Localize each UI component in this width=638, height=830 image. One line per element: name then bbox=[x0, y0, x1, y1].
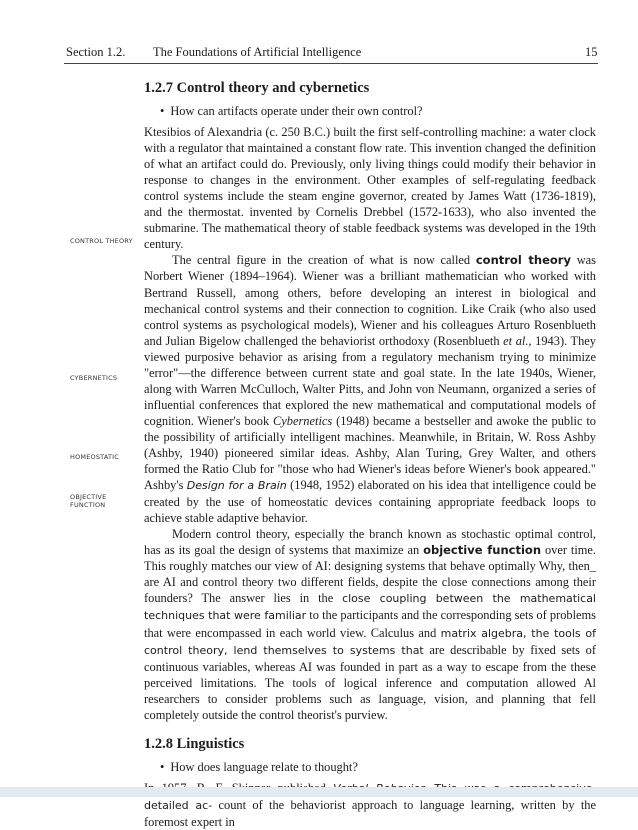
question-bullet bbox=[160, 103, 596, 119]
paragraph-modern-control bbox=[144, 526, 596, 723]
text-span: (1948) became a bestseller and awoke the public to the possibility of artificially intelligent machines. Meanwhile, in Britain, W. Ross Ashby (Ashby, 1940) pioneered similar ideas. Ashby, Alan Turing, Grey Walter, and others formed the Ratio Club for "those who had Wiener's ideas before Wiener's book appeared." Ashby's bbox=[144, 413, 596, 493]
margin-note-homeostatic: HOMEOSTATIC bbox=[70, 453, 119, 461]
text-span: to the participants and the corresponding sets of problems that were encompassed in each world view. Calculus and bbox=[144, 608, 596, 640]
page-bottom-band bbox=[0, 787, 638, 797]
margin-note-function: FUNCTION bbox=[70, 501, 106, 509]
text-span: count of the behaviorist approach to language learning, written by the foremost expert in bbox=[144, 797, 597, 829]
text-span-sans: matrix algebra, the tools of control theory, lend themselves to systems that bbox=[144, 626, 596, 657]
text-span: was Norbert Wiener (1894–1964). Wiener was a brilliant mathematician who worked with Bertrand Russell, among others, before developing an interest in biological and mechanical control systems and their connection to cognition. Like Craik (who also used control systems as psychological models), Wiener and his colleagues Arturo Rosenblueth and Julian Bigelow challenged the behaviorist orthodoxy (Rosenblueth bbox=[144, 253, 596, 348]
text-span: over time. This roughly matches our view of AI: designing systems that behave optimally Why, then_ are AI and control theory two different fields, despite the close connections among their founders? The answer lies in the bbox=[144, 543, 596, 606]
bullet-icon: • bbox=[160, 104, 165, 118]
question-text: How can artifacts operate under their own control? bbox=[170, 104, 423, 118]
margin-note-control-theory: CONTROL THEORY bbox=[70, 237, 133, 245]
question-bullet bbox=[160, 759, 596, 775]
page-body bbox=[144, 78, 596, 830]
section-heading-control-theory: 1.2.7 Control theory and cybernetics bbox=[144, 80, 370, 96]
text-span: Modern control theory, especially the branch known as stochastic optimal control, has as its goal the design of systems that maximize an bbox=[144, 527, 596, 558]
running-header bbox=[0, 45, 638, 65]
header-title: The Foundations of Artificial Intelligence bbox=[153, 45, 362, 59]
paragraph-ktesibios: Ktesibios of Alexandria (c. 250 B.C.) built the first self-controlling machine: a water clock with a regulator that maintained a constant flow rate. This invention changed the definition of what an artifact could do. Previously, only living things could modify their behavior in response to changes in the environment. Other examples of self-regulating feedback control systems include the steam engine governor, created by James Watt (1736-1819), and the thermostat. invented by Cornelis Drebbel (1572-1633), who also invented the submarine. The mathematical theory of stable feedback systems was developed in the 19th century. bbox=[144, 125, 596, 252]
margin-note-objective-function bbox=[70, 493, 142, 509]
citation-et-al: et al., bbox=[503, 333, 532, 348]
bullet-icon: • bbox=[160, 759, 165, 774]
keyword-control-theory: control theory bbox=[475, 253, 571, 268]
section-heading-linguistics: 1.2.8 Linguistics bbox=[144, 735, 245, 752]
book-title-design-for-a-brain: Design for a Brain bbox=[186, 479, 287, 493]
book-title-cybernetics: Cybernetics bbox=[273, 413, 333, 428]
text-span: are describable by fixed sets of continuous variables, whereas AI was founded in part as a way to escape from the these perceived limitations. The tools of logical inference and computation allowed Al researchers to consider problems such as language, vision, and planning that fell completely outside the control theorist's purview. bbox=[144, 642, 596, 722]
margin-note-objective: OBJECTIVE bbox=[70, 493, 107, 501]
header-rule bbox=[64, 63, 598, 64]
paragraph-wiener bbox=[144, 252, 596, 526]
question-text: How does language relate to thought? bbox=[170, 759, 358, 774]
keyword-objective-function: objective function bbox=[423, 543, 542, 558]
margin-note-cybernetics: CYBERNETICS bbox=[70, 374, 118, 382]
header-section: Section 1.2. bbox=[66, 45, 126, 59]
page-number: 15 bbox=[585, 45, 598, 59]
text-span: The central figure in the creation of what is now called bbox=[172, 253, 471, 268]
text-span: 1943). They viewed purposive behavior as arising from a regulatory mechanism trying to minimize "error"—the difference between current state and goal state. In the late 1940s, Wiener, along with Warren McCulloch, Walter Pitts, and John von Neumann, organized a series of influential conferences that explored the new mathematical and computational models of cognition. Wiener's book bbox=[144, 333, 596, 428]
text-span: (1948, 1952) elaborated on his idea that intelligence could be created by the use of homeostatic devices containing appropriate feedback loops to achieve stable adaptive behavior. bbox=[144, 478, 596, 526]
text-span-sans: detailed ac- bbox=[144, 798, 213, 812]
text-span-sans: close coupling between the mathematical techniques that were familiar bbox=[144, 592, 596, 623]
